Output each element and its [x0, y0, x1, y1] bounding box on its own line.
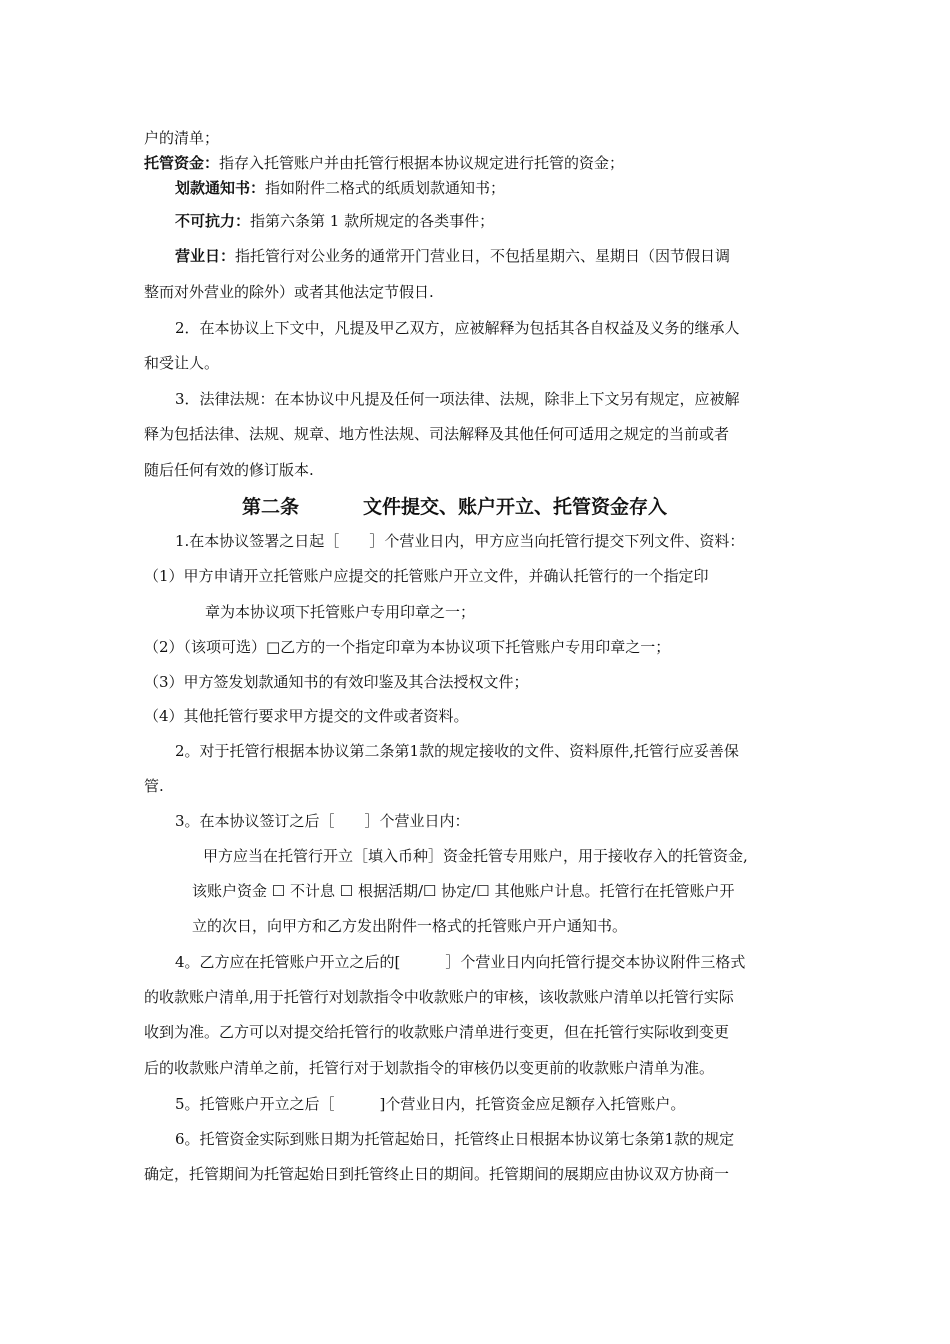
text-line: 整而对外营业的除外）或者其他法定节假日. [144, 283, 434, 301]
list-item: （4）其他托管行要求甲方提交的文件或者资料。 [144, 707, 469, 725]
article-title: 文件提交、账户开立、托管资金存入 [363, 496, 668, 518]
definition-text: 指托管行对公业务的通常开门营业日，不包括星期六、星期日（因节假日调 [235, 247, 731, 265]
term: 划款通知书： [175, 179, 266, 197]
text-line: 的收款账户清单,用于托管行对划款指令中收款账户的审核，该收款账户清单以托管行实际 [144, 988, 734, 1006]
list-item: （3）甲方签发划款通知书的有效印鉴及其合法授权文件； [144, 673, 529, 691]
text-line: 3。在本协议签订之后［ ］个营业日内： [175, 812, 470, 830]
text-line: 户的清单； [144, 129, 220, 147]
text-line: 管. [144, 777, 164, 795]
definition-business-day [175, 246, 730, 266]
text-line: 2。对于托管行根据本协议第二条第1款的规定接收的文件、资料原件,托管行应妥善保 [175, 742, 739, 760]
term: 不可抗力： [175, 212, 251, 230]
article-number: 第二条 [242, 496, 300, 518]
article-heading [242, 492, 667, 519]
definition-transfer-notice [175, 178, 505, 198]
list-item: （1）甲方申请开立托管账户应提交的托管账户开立文件，并确认托管行的一个指定印 [144, 567, 709, 585]
text-line: 6。托管资金实际到账日期为托管起始日，托管终止日根据本协议第七条第1款的规定 [175, 1130, 735, 1148]
text-line: 甲方应当在托管行开立［填入币种］资金托管专用账户，用于接收存入的托管资金, [203, 847, 748, 865]
text-line: 和受让人。 [144, 354, 220, 372]
text-line: 确定，托管期间为托管起始日到托管终止日的期间。托管期间的展期应由协议双方协商一 [144, 1165, 730, 1183]
text-line: 释为包括法律、法规、规章、地方性法规、司法解释及其他任何可适用之规定的当前或者 [144, 425, 730, 443]
text-line: 随后任何有效的修订版本. [144, 461, 314, 479]
text-line: 章为本协议项下托管账户专用印章之一； [205, 603, 476, 621]
term: 营业日： [175, 247, 236, 265]
text-line: 3．法律法规：在本协议中凡提及任何一项法律、法规，除非上下文另有规定，应被解 [175, 390, 740, 408]
definition-text: 指存入托管账户并由托管行根据本协议规定进行托管的资金； [219, 154, 625, 172]
text-line: 后的收款账户清单之前，托管行对于划款指令的审核仍以变更前的收款账户清单为准。 [144, 1059, 715, 1077]
definition-text: 指如附件二格式的纸质划款通知书； [265, 179, 506, 197]
list-item: （2）（该项可选）□乙方的一个指定印章为本协议项下托管账户专用印章之一； [144, 638, 671, 656]
definition-force-majeure [175, 211, 494, 231]
text-line: 该账户资金 ☐ 不计息 ☐ 根据活期/☐ 协定/☐ 其他账户计息。托管行在托管账户开 [192, 882, 735, 900]
text-line: 5。托管账户开立之后［ ]个营业日内，托管资金应足额存入托管账户。 [175, 1095, 686, 1113]
text-line: 收到为准。乙方可以对提交给托管行的收款账户清单进行变更，但在托管行实际收到变更 [144, 1023, 730, 1041]
term: 托管资金： [144, 154, 220, 172]
text-line: 1.在本协议签署之日起［ ］个营业日内，甲方应当向托管行提交下列文件、资料： [175, 532, 745, 550]
text-line: 立的次日，向甲方和乙方发出附件一格式的托管账户开户通知书。 [192, 917, 628, 935]
definition-custody-funds [144, 153, 624, 173]
definition-text: 指第六条第 1 款所规定的各类事件； [250, 212, 495, 230]
text-line: 2．在本协议上下文中，凡提及甲乙双方，应被解释为包括其各自权益及义务的继承人 [175, 319, 740, 337]
text-line: 4。乙方应在托管账户开立之后的[ ］个营业日内向托管行提交本协议附件三格式 [175, 953, 746, 971]
